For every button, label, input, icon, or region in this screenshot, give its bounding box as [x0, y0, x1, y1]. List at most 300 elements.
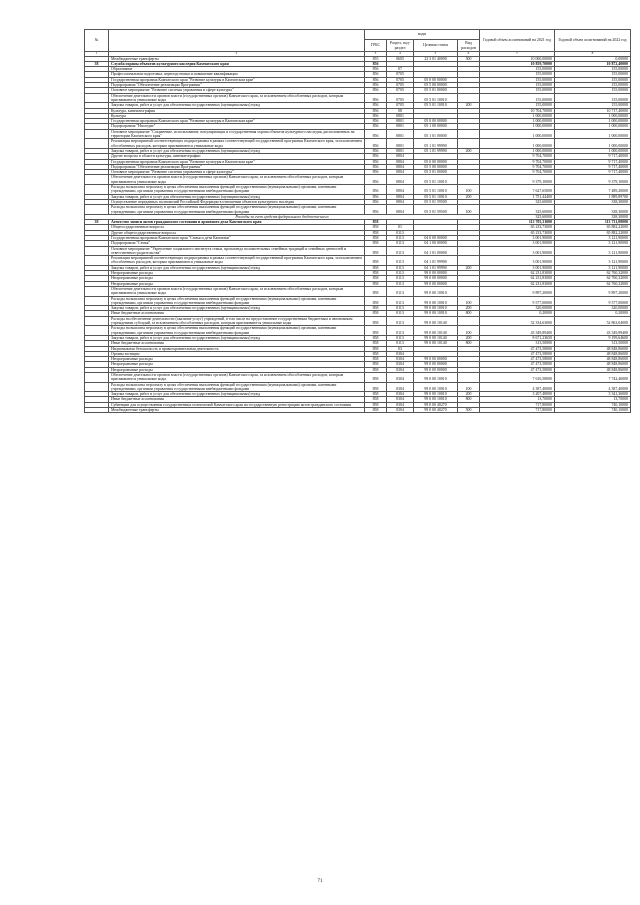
- amount-2021: 1 000,00000: [480, 148, 555, 153]
- grbs-code: 858: [365, 346, 387, 351]
- amount-2021: 3 207,48000: [480, 392, 555, 397]
- expense-name: Межбюджетные трансферты: [109, 408, 365, 413]
- header-target-article: Целевая статья: [414, 40, 458, 52]
- target-article-code: 99 0 00 00000: [414, 276, 458, 281]
- row-number: [85, 175, 109, 185]
- expense-type-code: [458, 246, 480, 256]
- section-code: 0113: [387, 271, 414, 276]
- target-article-code: 05 1 00 00000: [414, 124, 458, 129]
- amount-2021: 155,00000: [480, 77, 555, 82]
- target-article-code: 99 0 00 10140: [414, 335, 458, 340]
- row-number: [85, 408, 109, 413]
- header-year-2021: Годовой объем ассигнований на 2021 год: [480, 30, 555, 52]
- section-code: 0804: [387, 154, 414, 159]
- section-code: 0804: [387, 175, 414, 185]
- amount-2022: 9 717,40000: [555, 170, 631, 175]
- amount-2022: 3 341,36000: [555, 392, 631, 397]
- amount-2021: 9 704,70000: [480, 159, 555, 164]
- amount-2022: 0,00000: [555, 56, 631, 61]
- amount-2021: 155,00000: [480, 83, 555, 88]
- expense-type-code: 200: [458, 103, 480, 108]
- expense-name: Расходы на выплаты персоналу в целях обеспечения выполнения функций государственными (муниципальными) органами, казенными учреждениями, органами управления государственными внебюджетными фондами: [109, 296, 365, 306]
- target-article-code: 05 0 00 00000: [414, 159, 458, 164]
- amount-2022: 3 121,90000: [555, 241, 631, 246]
- expense-name: Непрограммные расходы: [109, 276, 365, 281]
- section-code: 0304: [387, 357, 414, 362]
- expense-type-code: 200: [458, 335, 480, 340]
- amount-2021: 10 000,00000: [480, 56, 555, 61]
- row-number: [85, 205, 109, 215]
- expense-name: Государственная программа Камчатского края "Развитие культуры в Камчатском крае": [109, 119, 365, 124]
- expense-type-code: 200: [458, 306, 480, 311]
- expense-name: Осуществление переданных полномочий Российской Федерации в отношении объектов культурного наследия: [109, 199, 365, 204]
- header-expense-type: Вид расходов: [458, 40, 480, 52]
- amount-2021: 52 334,63000: [480, 316, 555, 326]
- expense-name: Закупка товаров, работ и услуг для обеспечения государственных (муниципальных) нужд: [109, 392, 365, 397]
- expense-type-code: 100: [458, 205, 480, 215]
- header-grbs: ГРБС: [365, 40, 387, 52]
- amount-2021: 1 000,00000: [480, 113, 555, 118]
- section-code: 0705: [387, 103, 414, 108]
- amount-2021: 3 001,90000: [480, 241, 555, 246]
- amount-2022: 13,70000: [555, 397, 631, 402]
- row-number: [85, 256, 109, 266]
- section-code: 0113: [387, 311, 414, 316]
- section-code: 0801: [387, 148, 414, 153]
- section-code: 0113: [387, 276, 414, 281]
- table-row: [85, 205, 631, 215]
- expense-name: Другие вопросы в области культуры, кинематографии: [109, 154, 365, 159]
- amount-2022: 338,30000: [555, 205, 631, 215]
- target-article-code: 05 5 01 59500: [414, 205, 458, 215]
- target-article-code: 99 0 00 00000: [414, 271, 458, 276]
- grbs-code: 858: [365, 351, 387, 356]
- expense-name: Подпрограмма "Семья": [109, 241, 365, 246]
- target-article-code: 05 5 00 00000: [414, 83, 458, 88]
- expense-name: Другие общегосударственные вопросы: [109, 230, 365, 235]
- amount-2021: 47 473,58000: [480, 367, 555, 372]
- section-code: 0113: [387, 326, 414, 336]
- amount-2021: 10 859,70000: [480, 61, 555, 66]
- section-code: 0801: [387, 113, 414, 118]
- grbs-code: 855: [365, 56, 387, 61]
- grbs-code: 858: [365, 246, 387, 256]
- expense-name: Закупка товаров, работ и услуг для обеспечения государственных (муниципальных) нужд: [109, 103, 365, 108]
- expense-name: Основное мероприятие "Укрепление социального института семьи, пропаганда положительных семейных традиций и семейных ценностей и ответственного родительства": [109, 246, 365, 256]
- grbs-code: 858: [365, 241, 387, 246]
- amount-2021: 62 231,83000: [480, 276, 555, 281]
- grbs-code: 858: [365, 316, 387, 326]
- section-code: 0804: [387, 170, 414, 175]
- expense-type-code: [458, 139, 480, 149]
- amount-2021: 62 231,83000: [480, 271, 555, 276]
- target-article-code: 05 5 01 10010: [414, 93, 458, 103]
- expense-name: Общегосударственные вопросы: [109, 225, 365, 230]
- expense-type-code: [458, 316, 480, 326]
- target-article-code: 99 0 00 00000: [414, 357, 458, 362]
- budget-sheet: [84, 29, 630, 413]
- section-code: 0801: [387, 119, 414, 124]
- amount-2022: 338,30000: [555, 214, 631, 219]
- row-number: 38: [85, 61, 109, 66]
- target-article-code: 05 1 01 00000: [414, 129, 458, 139]
- target-article-code: 04 1 01 99990: [414, 256, 458, 266]
- expense-name: Расходы на выплаты персоналу в целях обеспечения выполнения функций государственными (муниципальными) органами, казенными учреждениями, органами управления государственными внебюджетными фондами: [109, 382, 365, 392]
- expense-name: Государственная программа Камчатского края "Развитие культуры в Камчатском крае": [109, 159, 365, 164]
- expense-name: Подпрограмма "Обеспечение реализации Программы": [109, 83, 365, 88]
- grbs-code: 858: [365, 281, 387, 286]
- target-article-code: 04 0 00 00000: [414, 235, 458, 240]
- section-code: 0113: [387, 246, 414, 256]
- section-code: 0804: [387, 164, 414, 169]
- page-number: 71: [317, 879, 323, 884]
- amount-2022: 7 489,20000: [555, 185, 631, 195]
- expense-name: Обеспечение деятельности органов власти (государственных органов) Камчатского края, за исключением обособленных расходов, которым присваиваются уникальные коды: [109, 373, 365, 383]
- expense-type-code: 800: [458, 341, 480, 346]
- column-index: 1: [85, 52, 109, 57]
- expense-name: Расходы на выплаты персоналу в целях обеспечения выполнения функций государственными (муниципальными) органами, казенными учреждениями, органами управления государственными внебюджетными фондами: [109, 326, 365, 336]
- target-article-code: 99 0 00 00000: [414, 281, 458, 286]
- expense-name: Национальная безопасность и правоохранительная деятельность: [109, 346, 365, 351]
- target-article-code: 99 0 00 10010: [414, 373, 458, 383]
- row-number: [85, 326, 109, 336]
- expense-name: Непрограммные расходы: [109, 357, 365, 362]
- section-code: 0113: [387, 281, 414, 286]
- grbs-code: 856: [365, 67, 387, 72]
- table-row: [85, 93, 631, 103]
- amount-2022: 1 000,00000: [555, 129, 631, 139]
- row-number: [85, 129, 109, 139]
- section-code: 0113: [387, 335, 414, 340]
- amount-2022: 155,00000: [555, 103, 631, 108]
- header-name: [109, 30, 365, 52]
- target-article-code: 99 0 00 10010: [414, 382, 458, 392]
- grbs-code: 856: [365, 113, 387, 118]
- grbs-code: 856: [365, 139, 387, 149]
- target-article-code: 99 0 00 40270: [414, 402, 458, 407]
- amount-2021: 1 751,44400: [480, 194, 555, 199]
- column-index: 5: [414, 52, 458, 57]
- section-code: 01: [387, 225, 414, 230]
- section-code: 0113: [387, 256, 414, 266]
- expense-type-code: [458, 256, 480, 266]
- amount-2022: 62 760,32000: [555, 271, 631, 276]
- expense-type-code: 200: [458, 194, 480, 199]
- expense-name: Закупка товаров, работ и услуг для обеспечения государственных (муниципальных) нужд: [109, 148, 365, 153]
- amount-2022: 7 742,46000: [555, 373, 631, 383]
- amount-2022: 1 000,00000: [555, 139, 631, 149]
- amount-2022: 9 199,64600: [555, 335, 631, 340]
- expense-type-code: 100: [458, 185, 480, 195]
- section-code: 0804: [387, 205, 414, 215]
- section-code: 0304: [387, 362, 414, 367]
- section-code: 0705: [387, 72, 414, 77]
- amount-2022: 10 872,40000: [555, 61, 631, 66]
- amount-2021: 47 473,58000: [480, 351, 555, 356]
- section-code: 0113: [387, 296, 414, 306]
- section-code: 0304: [387, 397, 414, 402]
- header-section: Раздел, под-раздел: [387, 40, 414, 52]
- section-code: 0304: [387, 367, 414, 372]
- amount-2022: 9 717,40000: [555, 154, 631, 159]
- amount-2022: 155,00000: [555, 67, 631, 72]
- amount-2021: 9 897,20000: [480, 286, 555, 296]
- grbs-code: 858: [365, 397, 387, 402]
- target-article-code: 05 5 01 00000: [414, 88, 458, 93]
- amount-2021: 9 704,70000: [480, 170, 555, 175]
- target-article-code: 05 0 00 00000: [414, 119, 458, 124]
- grbs-code: 858: [365, 276, 387, 281]
- table-row: [85, 373, 631, 383]
- amount-2021: 9 704,70000: [480, 164, 555, 169]
- column-index: 8: [555, 52, 631, 57]
- expense-name: Непрограммные расходы: [109, 367, 365, 372]
- target-article-code: 04 1 01 00000: [414, 246, 458, 256]
- grbs-code: 856: [365, 103, 387, 108]
- section-code: 0705: [387, 88, 414, 93]
- budget-table: [84, 29, 631, 413]
- grbs-code: 856: [365, 154, 387, 159]
- grbs-code: 858: [365, 286, 387, 296]
- amount-2022: 9 897,20000: [555, 286, 631, 296]
- expense-type-code: [458, 129, 480, 139]
- section-code: 0804: [387, 194, 414, 199]
- table-row: [85, 129, 631, 139]
- expense-name: Культура, кинематография: [109, 108, 365, 113]
- target-article-code: 05 5 01 00000: [414, 170, 458, 175]
- amount-2022: 338,30000: [555, 199, 631, 204]
- target-article-code: 99 0 00 10010: [414, 286, 458, 296]
- amount-2021: 9 577,00000: [480, 296, 555, 306]
- target-article-code: 04 1 01 99990: [414, 265, 458, 270]
- section-code: 0801: [387, 139, 414, 149]
- grbs-code: 856: [365, 124, 387, 129]
- expense-name: Непрограммные расходы: [109, 362, 365, 367]
- expense-name: Субвенции для осуществления государственных полномочий Камчатского края на государственную регистрацию актов гражданского состояния: [109, 402, 365, 407]
- amount-2022: 155,00000: [555, 88, 631, 93]
- target-article-code: 05 5 01 10010: [414, 175, 458, 185]
- amount-2021: 155,00000: [480, 103, 555, 108]
- target-article-code: 05 5 00 00000: [414, 164, 458, 169]
- table-header: [85, 30, 631, 57]
- target-article-code: 99 0 00 10010: [414, 306, 458, 311]
- table-row: [85, 408, 631, 413]
- grbs-code: 856: [365, 88, 387, 93]
- row-number: [85, 93, 109, 103]
- target-article-code: 99 0 00 10140: [414, 341, 458, 346]
- section-code: 03: [387, 346, 414, 351]
- grbs-code: 856: [365, 175, 387, 185]
- table-row: [85, 296, 631, 306]
- section-code: 0304: [387, 351, 414, 356]
- expense-type-code: 200: [458, 392, 480, 397]
- section-code: 0113: [387, 286, 414, 296]
- amount-2022: 65 882,22000: [555, 230, 631, 235]
- expense-type-code: 500: [458, 56, 480, 61]
- section-code: 0705: [387, 83, 414, 88]
- grbs-code: 856: [365, 61, 387, 66]
- amount-2021: 155,00000: [480, 93, 555, 103]
- row-number: [85, 316, 109, 326]
- target-article-code: 99 0 00 00000: [414, 362, 458, 367]
- target-article-code: 99 0 00 10010: [414, 296, 458, 306]
- amount-2022: 1 889,89700: [555, 194, 631, 199]
- amount-2021: 47 473,58000: [480, 346, 555, 351]
- row-number: [85, 185, 109, 195]
- column-index: 7: [480, 52, 555, 57]
- target-article-code: 99 0 00 00000: [414, 367, 458, 372]
- column-index: 2: [109, 52, 365, 57]
- grbs-code: 856: [365, 205, 387, 215]
- target-article-code: 23 3 01 40000: [414, 56, 458, 61]
- expense-name: Иные бюджетные ассигнования: [109, 397, 365, 402]
- target-article-code: 04 1 00 00000: [414, 241, 458, 246]
- section-code: 0113: [387, 241, 414, 246]
- target-article-code: 05 5 01 10010: [414, 103, 458, 108]
- table-row: [85, 326, 631, 336]
- amount-2022: 3 121,90000: [555, 256, 631, 266]
- grbs-code: 856: [365, 119, 387, 124]
- amount-2021: 7 627,65000: [480, 185, 555, 195]
- amount-2022: 0,20000: [555, 311, 631, 316]
- target-article-code: 99 0 00 10140: [414, 316, 458, 326]
- grbs-code: 858: [365, 341, 387, 346]
- section-code: 0304: [387, 382, 414, 392]
- target-article-code: 05 5 01 10010: [414, 194, 458, 199]
- amount-2022: 3 121,90000: [555, 235, 631, 240]
- target-article-code: 99 0 00 40270: [414, 408, 458, 413]
- expense-name: Подпрограмма "Обеспечение реализации Программы": [109, 164, 365, 169]
- amount-2021: 65 233,73000: [480, 225, 555, 230]
- expense-name: Реализация мероприятий соответствующих подпрограммы в рамках соответствующей государственной программы Камчатского края, за исключением обособленных расходов, которым присваиваются уникальные коды: [109, 256, 365, 266]
- amount-2022: 320,00000: [555, 306, 631, 311]
- section-code: 0113: [387, 341, 414, 346]
- section-code: 0804: [387, 159, 414, 164]
- amount-2021: 9 704,70000: [480, 154, 555, 159]
- expense-name: Иные бюджетные ассигнования: [109, 311, 365, 316]
- section-code: 0113: [387, 230, 414, 235]
- target-article-code: 99 0 00 10010: [414, 397, 458, 402]
- header-year-2022: Годовой объем ассигнований на 2022 год: [555, 30, 631, 52]
- section-code: 0304: [387, 373, 414, 383]
- amount-2022: 48 848,86000: [555, 357, 631, 362]
- expense-name: Основное мероприятие "Развитие системы управления в сфере культуры": [109, 88, 365, 93]
- target-article-code: 05 5 01 10010: [414, 185, 458, 195]
- amount-2022: 155,00000: [555, 93, 631, 103]
- grbs-code: 856: [365, 199, 387, 204]
- amount-2021: 10 704,70000: [480, 108, 555, 113]
- amount-2022: 9 379,10000: [555, 175, 631, 185]
- grbs-code: 858: [365, 265, 387, 270]
- row-number: [85, 246, 109, 256]
- grbs-code: 856: [365, 129, 387, 139]
- expense-name: Основное мероприятие "Сохранение, использование, популяризация и государственная охрана объектов культурного наследия, расположенных на территории Камчатского края": [109, 129, 365, 139]
- amount-2021: 4 387,40000: [480, 382, 555, 392]
- target-article-code: 05 1 01 99990: [414, 139, 458, 149]
- grbs-code: 858: [365, 230, 387, 235]
- row-number: [85, 296, 109, 306]
- table-row: [85, 185, 631, 195]
- amount-2021: 155,00000: [480, 72, 555, 77]
- amount-2021: 325,60000: [480, 205, 555, 215]
- amount-2022: 10 717,40000: [555, 108, 631, 113]
- expense-type-code: 800: [458, 311, 480, 316]
- expense-name: Обеспечение деятельности органов власти (государственных органов) Камчатского края, за исключением обособленных расходов, которым присваиваются уникальные коды: [109, 286, 365, 296]
- amount-2021: 1 000,00000: [480, 119, 555, 124]
- expense-type-code: 100: [458, 382, 480, 392]
- expense-name: Обеспечение деятельности органов власти (государственных органов) Камчатского края, за исключением обособленных расходов, которым присваиваются уникальные коды: [109, 175, 365, 185]
- amount-2022: 3 121,90000: [555, 246, 631, 256]
- header-number: №: [85, 30, 109, 52]
- grbs-code: 858: [365, 408, 387, 413]
- expense-name: Обеспечение деятельности органов власти (государственных органов) Камчатского края, за исключением обособленных расходов, которым присваиваются уникальные коды: [109, 93, 365, 103]
- grbs-code: 856: [365, 159, 387, 164]
- grbs-code: 858: [365, 306, 387, 311]
- section-code: 0304: [387, 408, 414, 413]
- expense-name: Расходы на обеспечение деятельности (оказание услуг) учреждений, в том числе на предоставление государственным бюджетным и автономным учреждениям субсидий, за исключением обособленных расходов, которым присваиваются уникальные коды: [109, 316, 365, 326]
- amount-2021: 3 001,90000: [480, 265, 555, 270]
- amount-2021: 47 473,58000: [480, 357, 555, 362]
- row-number: [85, 373, 109, 383]
- expense-name: Закупка товаров, работ и услуг для обеспечения государственных (муниципальных) нужд: [109, 335, 365, 340]
- expense-name: Расходы на выплаты персоналу в целях обеспечения выполнения функций государственными (муниципальными) органами, казенными учреждениями, органами управления государственными внебюджетными фондами: [109, 185, 365, 195]
- amount-2022: 740,10000: [555, 408, 631, 413]
- expense-name: Реализация мероприятий соответствующих подпрограммы в рамках соответствующей государственной программы Камчатского края, за исключением обособленных расходов, которым присваиваются уникальные коды: [109, 139, 365, 149]
- grbs-code: 858: [365, 335, 387, 340]
- amount-2022: 740,10000: [555, 402, 631, 407]
- column-index: 6: [458, 52, 480, 57]
- grbs-code: 856: [365, 164, 387, 169]
- target-article-code: 05 0 00 00000: [414, 77, 458, 82]
- amount-2021: 320,00000: [480, 306, 555, 311]
- expense-name: Основное мероприятие "Развитие системы управления в сфере культуры": [109, 170, 365, 175]
- amount-2022: 1 000,00000: [555, 148, 631, 153]
- section-code: 0304: [387, 402, 414, 407]
- target-article-code: 05 1 01 99990: [414, 148, 458, 153]
- expense-type-code: 200: [458, 148, 480, 153]
- section-code: 0801: [387, 129, 414, 139]
- amount-2021: 3 001,90000: [480, 246, 555, 256]
- section-code: 0705: [387, 77, 414, 82]
- amount-2022: 4 387,40000: [555, 382, 631, 392]
- expense-name: Закупка товаров, работ и услуг для обеспечения государственных (муниципальных) нужд: [109, 265, 365, 270]
- grbs-code: 858: [365, 326, 387, 336]
- amount-2022: 62 760,32000: [555, 276, 631, 281]
- grbs-code: 858: [365, 220, 387, 225]
- amount-2022: 62 760,32000: [555, 281, 631, 286]
- section-code: 07: [387, 67, 414, 72]
- amount-2022: 48 848,86000: [555, 351, 631, 356]
- amount-2021: 8 671,23650: [480, 335, 555, 340]
- expense-type-code: 800: [458, 397, 480, 402]
- row-number: [85, 286, 109, 296]
- header-codes: коды: [365, 30, 480, 40]
- section-code: 0605: [387, 56, 414, 61]
- expense-name: Непрограммные расходы: [109, 281, 365, 286]
- target-article-code: 99 0 00 10140: [414, 326, 458, 336]
- amount-2021: 62 231,83000: [480, 281, 555, 286]
- amount-2021: 1 000,00000: [480, 129, 555, 139]
- expense-type-code: 500: [458, 408, 480, 413]
- amount-2021: 65 233,73000: [480, 230, 555, 235]
- grbs-code: 858: [365, 271, 387, 276]
- grbs-code: 858: [365, 392, 387, 397]
- expense-name: Государственная программа Камчатского края "Семья и дети Камчатки": [109, 235, 365, 240]
- expense-name: Служба охраны объектов культурного наследия Камчатского края: [109, 61, 365, 66]
- table-row: [85, 316, 631, 326]
- grbs-code: 856: [365, 170, 387, 175]
- grbs-code: 856: [365, 72, 387, 77]
